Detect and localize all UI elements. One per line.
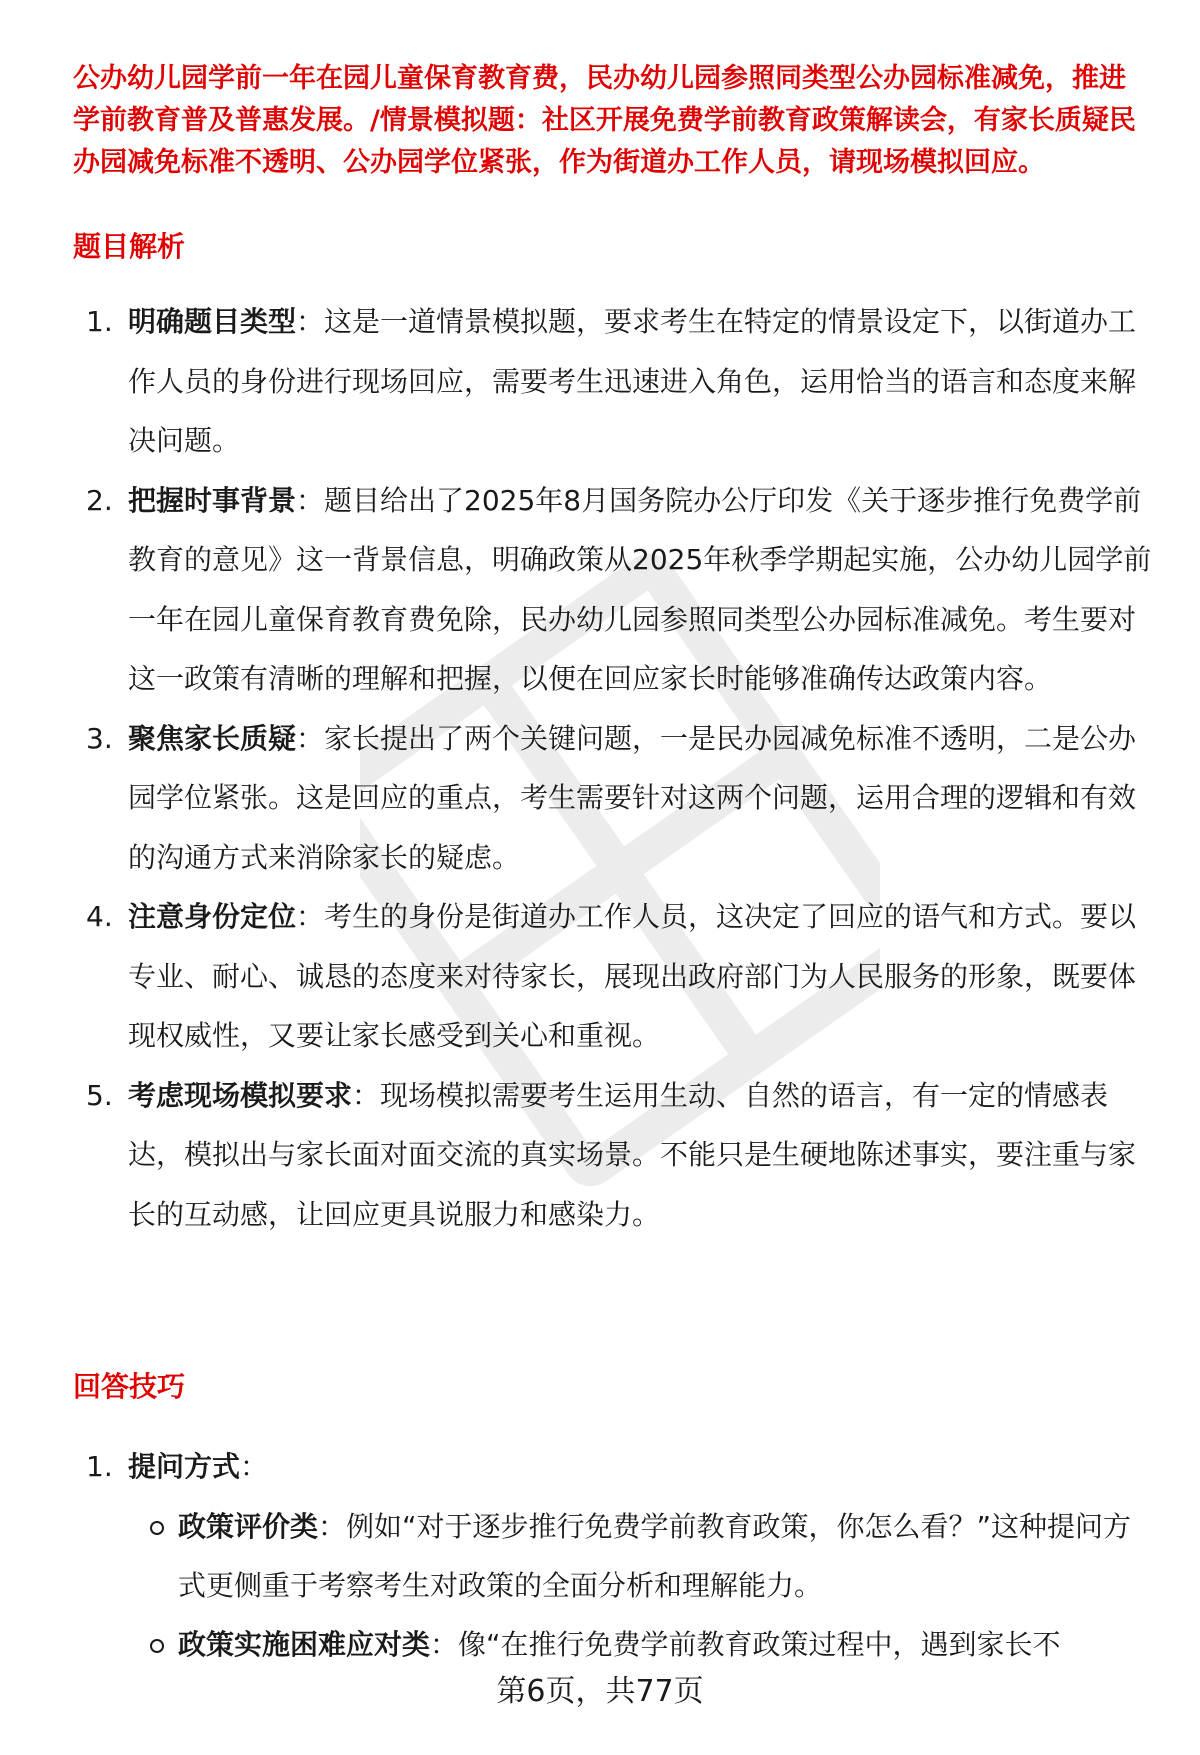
item-separator: ： xyxy=(240,1450,269,1483)
item-term: 把握时事背景 xyxy=(128,483,297,517)
tips-list xyxy=(73,1437,1153,1674)
item-separator: ： xyxy=(296,721,325,755)
item-text: 家长提出了两个关键问题，一是民办园减免标准不透明，二是公办园学位紧张。这是回应的重点，考生需要针对这两个问题，运用合理的逻辑和有效的沟通方式来消除家长的疑虑。 xyxy=(128,721,1137,874)
analysis-item xyxy=(73,709,1153,888)
question-text: 公办幼儿园学前一年在园儿童保育教育费，民办幼儿园参照同类型公办园标准减免，推进学前教育普及普惠发展。/情景模拟题：社区开展免费学前教育政策解读会，有家长质疑民办园减免标准不透明、公办园学位紧张，作为街道办工作人员，请现场模拟回应。 xyxy=(73,63,1136,178)
circle-bullet-icon xyxy=(150,1639,164,1653)
sub-list-item xyxy=(126,1497,1153,1615)
item-number: 1. xyxy=(86,305,113,338)
item-separator: ： xyxy=(296,483,325,517)
item-text: 这是一道情景模拟题，要求考生在特定的情景设定下，以街道办工作人员的身份进行现场回应，需要考生迅速进入角色，运用恰当的语言和态度来解决问题。 xyxy=(128,305,1137,457)
item-separator: ： xyxy=(296,305,325,338)
item-term: 明确题目类型 xyxy=(128,305,297,338)
item-term: 聚焦家长质疑 xyxy=(128,721,297,755)
sub-item-term: 政策评价类 xyxy=(178,1509,319,1543)
item-term: 提问方式 xyxy=(128,1450,241,1483)
analysis-item xyxy=(73,1066,1153,1245)
analysis-heading: 题目解析 xyxy=(73,230,186,263)
sub-item-term: 政策实施困难应对类 xyxy=(178,1627,431,1661)
tips-sub-list xyxy=(126,1497,1153,1674)
item-number: 2. xyxy=(86,483,113,517)
sub-item-text: 像“在推行免费学前教育政策过程中，遇到家长不 xyxy=(458,1627,1061,1661)
sub-item-separator: ： xyxy=(430,1627,459,1661)
item-text: 考生的身份是街道办工作人员，这决定了回应的语气和方式。要以专业、耐心、诚恳的态度来对待家长，展现出政府部门为人民服务的形象，既要体现权威性，又要让家长感受到关心和重视。 xyxy=(128,900,1137,1052)
item-term: 考虑现场模拟要求 xyxy=(128,1078,353,1112)
page-number: 第6页，共77页 xyxy=(496,1674,704,1709)
sub-item-separator: ： xyxy=(318,1509,347,1543)
item-separator: ： xyxy=(296,900,325,933)
analysis-item xyxy=(73,292,1153,471)
item-separator: ： xyxy=(352,1078,381,1112)
item-number: 5. xyxy=(86,1078,113,1112)
circle-bullet-icon xyxy=(150,1521,164,1535)
item-term: 注意身份定位 xyxy=(128,900,297,933)
analysis-item xyxy=(73,471,1153,709)
tips-heading: 回答技巧 xyxy=(73,1370,186,1403)
item-number: 1. xyxy=(86,1450,113,1483)
tips-item xyxy=(73,1437,1153,1674)
item-text: 题目给出了2025年8月国务院办公厅印发《关于逐步推行免费学前教育的意见》这一背景信息，明确政策从2025年秋季学期起实施，公办幼儿园学前一年在园儿童保育教育费免除，民办幼儿园参照同类型公办园标准减免。考生要对这一政策有清晰的理解和把握，以便在回应家长时能够准确传达政策内容。 xyxy=(128,483,1152,695)
sub-list-item xyxy=(126,1615,1153,1674)
item-text: 现场模拟需要考生运用生动、自然的语言，有一定的情感表达，模拟出与家长面对面交流的真实场景。不能只是生硬地陈述事实，要注重与家长的互动感，让回应更具说服力和感染力。 xyxy=(128,1078,1137,1231)
analysis-item xyxy=(73,887,1153,1066)
item-number: 4. xyxy=(86,900,113,933)
item-number: 3. xyxy=(86,721,113,755)
sub-item-text: 例如“对于逐步推行免费学前教育政策，你怎么看？”这种提问方式更侧重于考察考生对政策的全面分析和理解能力。 xyxy=(178,1509,1132,1602)
analysis-list xyxy=(73,292,1153,1244)
